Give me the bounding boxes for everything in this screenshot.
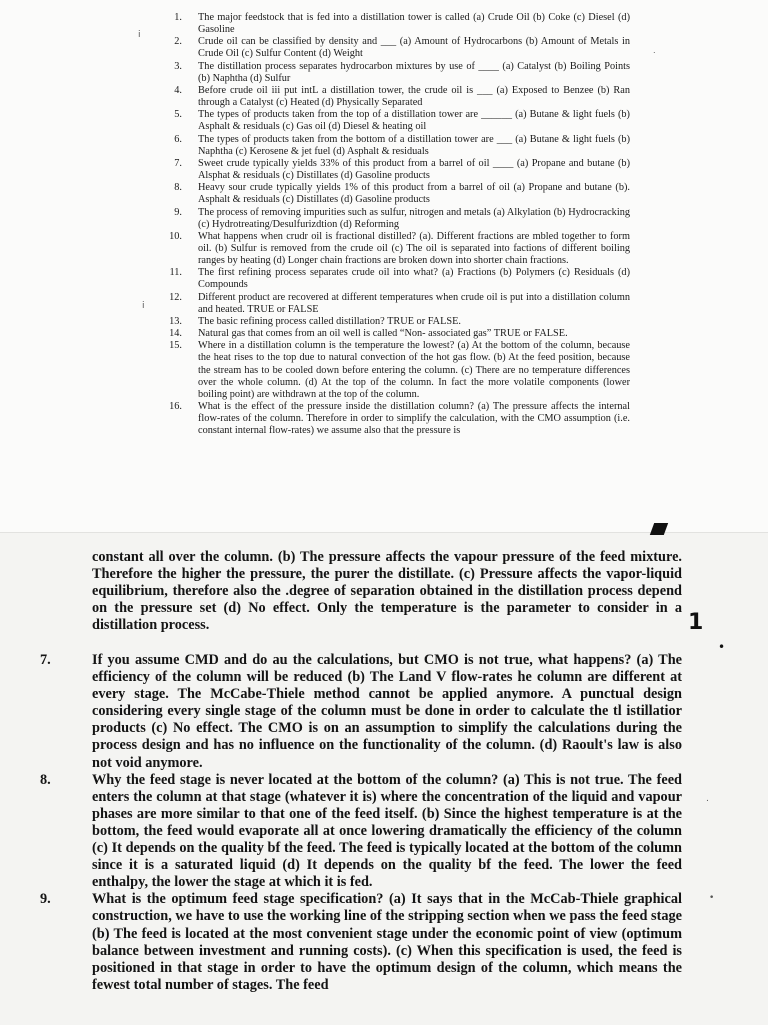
question-number: 13. xyxy=(169,315,182,327)
margin-mark: 1 xyxy=(688,610,704,635)
question-item xyxy=(160,340,630,401)
question-item xyxy=(160,61,630,85)
question-number: 9. xyxy=(174,206,182,218)
question-number: 8. xyxy=(174,182,182,194)
margin-mark: • xyxy=(709,893,715,903)
question-text: Heavy sour crude typically yields 1% of this product from a barrel of oil (a) Propane and butane (b). Asphalt & residuals (c) Distillates (d) Gasoline products xyxy=(198,182,630,206)
question-item xyxy=(160,182,630,206)
question-item xyxy=(160,12,630,36)
question-text: The basic refining process called distillation? TRUE or FALSE. xyxy=(198,315,461,327)
question-number: 14. xyxy=(169,328,182,340)
question-item xyxy=(160,134,630,158)
question-number: 12. xyxy=(169,291,182,303)
question-number: 1. xyxy=(174,12,182,23)
question-item xyxy=(40,652,682,772)
question-list-lower xyxy=(40,652,682,994)
continuation-paragraph: constant all over the column. (b) The pressure affects the vapour pressure of the feed mixture. Therefore the higher the pressure, the purer the distillate. (c) Pressure affects the vapor-liquid equilibrium, therefore also the .degree of separation obtained in the distillation process depend on the pressure set (d) No effect. Only the temperature is the parameter to consider in a distillation process. xyxy=(92,549,682,634)
question-number: 6. xyxy=(174,133,182,145)
question-item xyxy=(160,85,630,109)
question-text: Before crude oil iii put intL a distillation tower, the crude oil is ___ (a) Exposed to Benzee (b) Ran through a Catalyst (c) Heated (d) Physically Separated xyxy=(198,84,630,109)
question-list-upper xyxy=(160,12,630,437)
question-item xyxy=(160,401,630,437)
question-text: The major feedstock that is fed into a distillation tower is called (a) Crude Oil (b) Coke (c) Diesel (d) Gasoline xyxy=(198,12,630,36)
question-number: 7. xyxy=(40,652,51,668)
question-number: 7. xyxy=(174,157,182,169)
question-text: The distillation process separates hydrocarbon mixtures by use of ____ (a) Catalyst (b) Boiling Points (b) Naphtha (d) Sulfur xyxy=(198,60,630,84)
question-number: 3. xyxy=(174,60,182,72)
question-number: 10. xyxy=(169,230,182,242)
question-item xyxy=(160,316,630,328)
question-number: 11. xyxy=(169,267,182,279)
question-item xyxy=(160,158,630,182)
margin-mark: i xyxy=(138,30,141,40)
question-text: The process of removing impurities such as sulfur, nitrogen and metals (a) Alkylation (b) Hydrocracking (c) Hydrotreating/Desulfurizdtion (d) Reforming xyxy=(198,206,630,230)
question-text: The first refining process separates crude oil into what? (a) Fractions (b) Polymers (c) Residuals (d) Compounds xyxy=(198,267,630,291)
question-text: Crude oil can be classified by density and ___ (a) Amount of Hydrocarbons (b) Amount of Metals in Crude Oil (c) Sulfur Content (d) Weight xyxy=(198,36,630,60)
question-text: Where in a distillation column is the temperature the lowest? (a) At the bottom of the column, because the heat rises to the top due to natural convection of the hot gas flow. (b) At the feed position, because the stream has to be cooled down before entering the column. (c) There are no temperature differences over the whole column. (d) At the top of the column. In fact the more volatile components (lower boiling point) are withdrawn at the top of the column. xyxy=(198,340,630,400)
question-number: 4. xyxy=(174,84,182,96)
question-text: Sweet crude typically yields 33% of this product from a barrel of oil ____ (a) Propane and butane (b) Alsphat & residuals (c) Distillates (d) Gasoline products xyxy=(198,157,630,182)
question-item xyxy=(40,772,682,892)
question-item xyxy=(160,292,630,316)
question-number: 9. xyxy=(40,891,51,908)
question-text: Why the feed stage is never located at the bottom of the column? (a) This is not true. The feed enters the column at that stage (whatever it is) where the concentration of the liquid and vapour phases are more similar to that one of the feed itself. (b) Since the highest temperature is at the bottom, the feed would evaporate all at once lowering dramatically the efficiency of the column (c) It depends on the quality bf the feed. The feed is typically located at the bottom of the column since it is a saturated liquid (d) It depends on the quality bf the feed. The lower the feed enthalpy, the lower the stage at which it is fed. xyxy=(92,771,682,891)
question-item xyxy=(40,891,682,994)
question-text: What is the optimum feed stage specification? (a) It says that in the McCab-Thiele graphical construction, we have to use the working line of the stripping section when we pass the feed stage (b) The feed is located at the most convenient stage under the economic point of view (optimum balance between investment and running costs). (c) When this specification is used, the feed is positioned in that stage in order to have the optimum design of the column, which means the fewest total number of stages. The feed xyxy=(92,891,682,993)
question-text: What is the effect of the pressure inside the distillation column? (a) The pressure affects the internal flow-rates of the column. Therefore in order to simplify the calculation, with the CMO assumption (i.e. constant internal flow-rates) we assume also that the pressure is xyxy=(198,401,630,437)
question-number: 8. xyxy=(40,771,51,788)
question-text: What happens when crudr oil is fractional distilled? (a). Different fractions are mbled together to form oil. (b) Sulfur is removed from the crude oil (c) The oil is separated into factions of different boiling ranges by heating (d) Longer chain fractions are broken down into shorter chain fractions. xyxy=(198,230,630,267)
margin-mark: . xyxy=(653,46,656,55)
question-text: The types of products taken from the bottom of a distillation tower are ___ (a) Butane & light fuels (b) Naphtha (c) Kerosene & jet fuel (d) Asphalt & residuals xyxy=(198,133,630,157)
question-item xyxy=(160,267,630,291)
margin-mark: i xyxy=(142,301,145,311)
margin-mark: . xyxy=(706,794,709,804)
question-item xyxy=(160,109,630,133)
question-item xyxy=(160,328,630,340)
question-number: 15. xyxy=(169,340,182,352)
question-number: 5. xyxy=(174,109,182,121)
question-text: The types of products taken from the top of a distillation tower are ______ (a) Butane & light fuels (b) Asphalt & residuals (c) Gas oil (d) Diesel & heating oil xyxy=(198,109,630,133)
question-text: If you assume CMD and do au the calculations, but CMO is not true, what happens? (a) The efficiency of the column will be reduced (b) The Land V flow-rates he column are different at every stage. The McCabe-Thiele method cannot be applied anymore. A punctual design considering every single stage of the column must be done in order to calculate the tl istillatior products (c) No effect. The CMO is on an assumption to simplify the calculations during the process design and has no influence on the functionality of the column. (d) Raoult's law is also not void anymore. xyxy=(92,652,682,771)
question-item xyxy=(160,207,630,231)
margin-mark: • xyxy=(718,640,726,654)
question-text: Different product are recovered at different temperatures when crude oil is put into a distillation column and heated. TRUE or FALSE xyxy=(198,291,630,315)
question-item xyxy=(160,36,630,60)
question-number: 2. xyxy=(174,36,182,48)
question-text: Natural gas that comes from an oil well is called “Non- associated gas” TRUE or FALSE. xyxy=(198,328,568,340)
question-item xyxy=(160,231,630,267)
question-number: 16. xyxy=(169,401,182,412)
